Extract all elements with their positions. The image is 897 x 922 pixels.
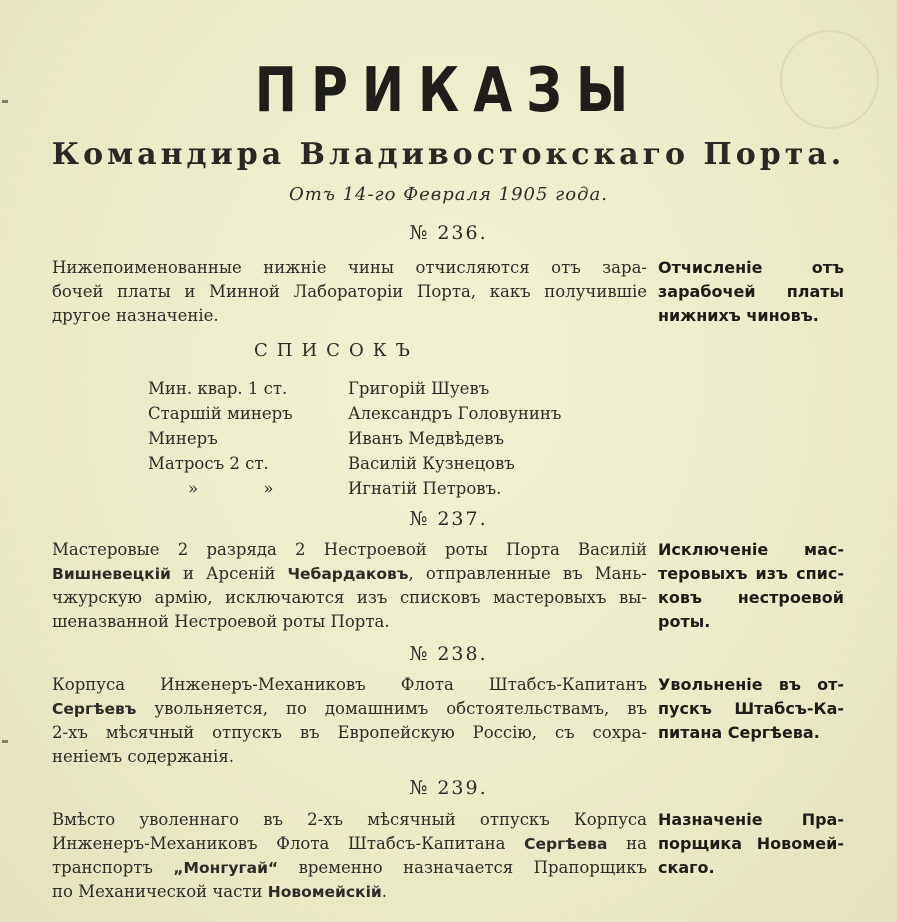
order-236-margin-note	[658, 256, 844, 328]
order-number-237: № 237.	[409, 508, 488, 530]
text-line: 2-хъ мѣсячный отпускъ въ Европейскую Россію, съ сохра-	[52, 723, 647, 742]
text-fragment: на	[607, 834, 647, 853]
text-line	[52, 562, 647, 586]
order-number-236: № 236.	[409, 222, 488, 244]
roster-name: Василій Кузнецовъ	[348, 454, 515, 473]
margin-line: порщика Новомей-	[658, 834, 844, 853]
document-date: Отъ 14-го Февраля 1905 года.	[289, 184, 608, 205]
edge-mark	[2, 740, 8, 743]
person-name: Вишневецкій	[52, 565, 171, 583]
margin-line: Исключеніе мас-	[658, 540, 844, 559]
roster-name: Иванъ Медвѣдевъ	[348, 429, 505, 448]
roster-name: Григорій Шуевъ	[348, 379, 490, 398]
order-number-239: № 239.	[409, 777, 488, 799]
order-239-text	[52, 808, 647, 904]
text-line: Мастеровые 2 разряда 2 Нестроевой роты Порта Василій	[52, 540, 647, 559]
margin-line: пускъ Штабсъ-Ка-	[658, 699, 844, 718]
margin-line: Назначеніе Пра-	[658, 810, 844, 829]
text-fragment: Инженеръ-Механиковъ Флота Штабсъ-Капитана	[52, 834, 525, 853]
margin-line: скаго.	[658, 858, 715, 877]
text-line	[52, 856, 647, 880]
text-line: бочей платы и Минной Лабораторіи Порта, какъ получившіе	[52, 282, 647, 301]
margin-line: ковъ нестроевой	[658, 588, 844, 607]
text-fragment: по Механической части	[52, 882, 268, 901]
text-line	[52, 832, 647, 856]
order-237-text	[52, 538, 647, 634]
document-title: ПРИКАЗЫ	[254, 54, 643, 127]
text-fragment: .	[381, 882, 387, 901]
document-subtitle: Командира Владивостокскаго Порта.	[51, 137, 846, 172]
margin-line: роты.	[658, 612, 711, 631]
ship-name: „Монгугай“	[173, 859, 279, 877]
text-line: Корпуса Инженеръ-Механиковъ Флота Штабсъ-Капитанъ	[52, 675, 647, 694]
roster-rank: Матросъ 2 ст.	[148, 454, 269, 473]
roster-name: Александръ Головунинъ	[348, 404, 562, 423]
margin-line: Увольненіе въ от-	[658, 675, 844, 694]
roster-name: Игнатій Петровъ.	[348, 479, 502, 498]
order-238-margin-note	[658, 673, 844, 745]
person-name: Сергѣева	[524, 835, 608, 853]
text-fragment: увольняется, по домашнимъ обстоятельствамъ, въ	[136, 699, 647, 718]
order-239-margin-note	[658, 808, 844, 880]
text-line: неніемъ содержанія.	[52, 747, 234, 766]
roster-rank: Старшій минеръ	[148, 404, 293, 423]
roster-rank: Минеръ	[148, 429, 218, 448]
text-line: шеназванной Нестроевой роты Порта.	[52, 612, 390, 631]
text-line: чжурскую армію, исключаются изъ списковъ мастеровыхъ вы-	[52, 588, 647, 607]
order-236-text	[52, 256, 647, 328]
list-heading: СПИСОКЪ	[254, 340, 419, 361]
text-fragment: временно назначается Прапорщикъ	[278, 858, 647, 877]
text-line: другое назначеніе.	[52, 306, 219, 325]
text-line: Вмѣсто уволеннаго въ 2-хъ мѣсячный отпускъ Корпуса	[52, 810, 647, 829]
text-fragment: и Арсеній	[170, 564, 288, 583]
person-name: Сергѣевъ	[52, 700, 137, 718]
margin-line: Отчисленіе отъ	[658, 258, 844, 277]
text-fragment: , отправленные въ Мань-	[408, 564, 647, 583]
text-line: Нижепоименованные нижніе чины отчисляются отъ зара-	[52, 258, 647, 277]
person-name: Чебардаковъ	[287, 565, 409, 583]
margin-line: теровыхъ изъ спис-	[658, 564, 844, 583]
roster-rank: Мин. квар. 1 ст.	[148, 379, 288, 398]
margin-line: питана Сергѣева.	[658, 723, 820, 742]
roster-rank: » »	[188, 479, 304, 498]
order-number-238: № 238.	[409, 643, 488, 665]
person-name: Новомейскій	[267, 883, 382, 901]
order-237-margin-note	[658, 538, 844, 634]
text-line	[52, 697, 647, 721]
text-line	[52, 880, 647, 904]
text-fragment: транспортъ	[52, 858, 174, 877]
order-238-text	[52, 673, 647, 769]
margin-line: зарабочей платы	[658, 282, 844, 301]
margin-line: нижнихъ чиновъ.	[658, 306, 819, 325]
